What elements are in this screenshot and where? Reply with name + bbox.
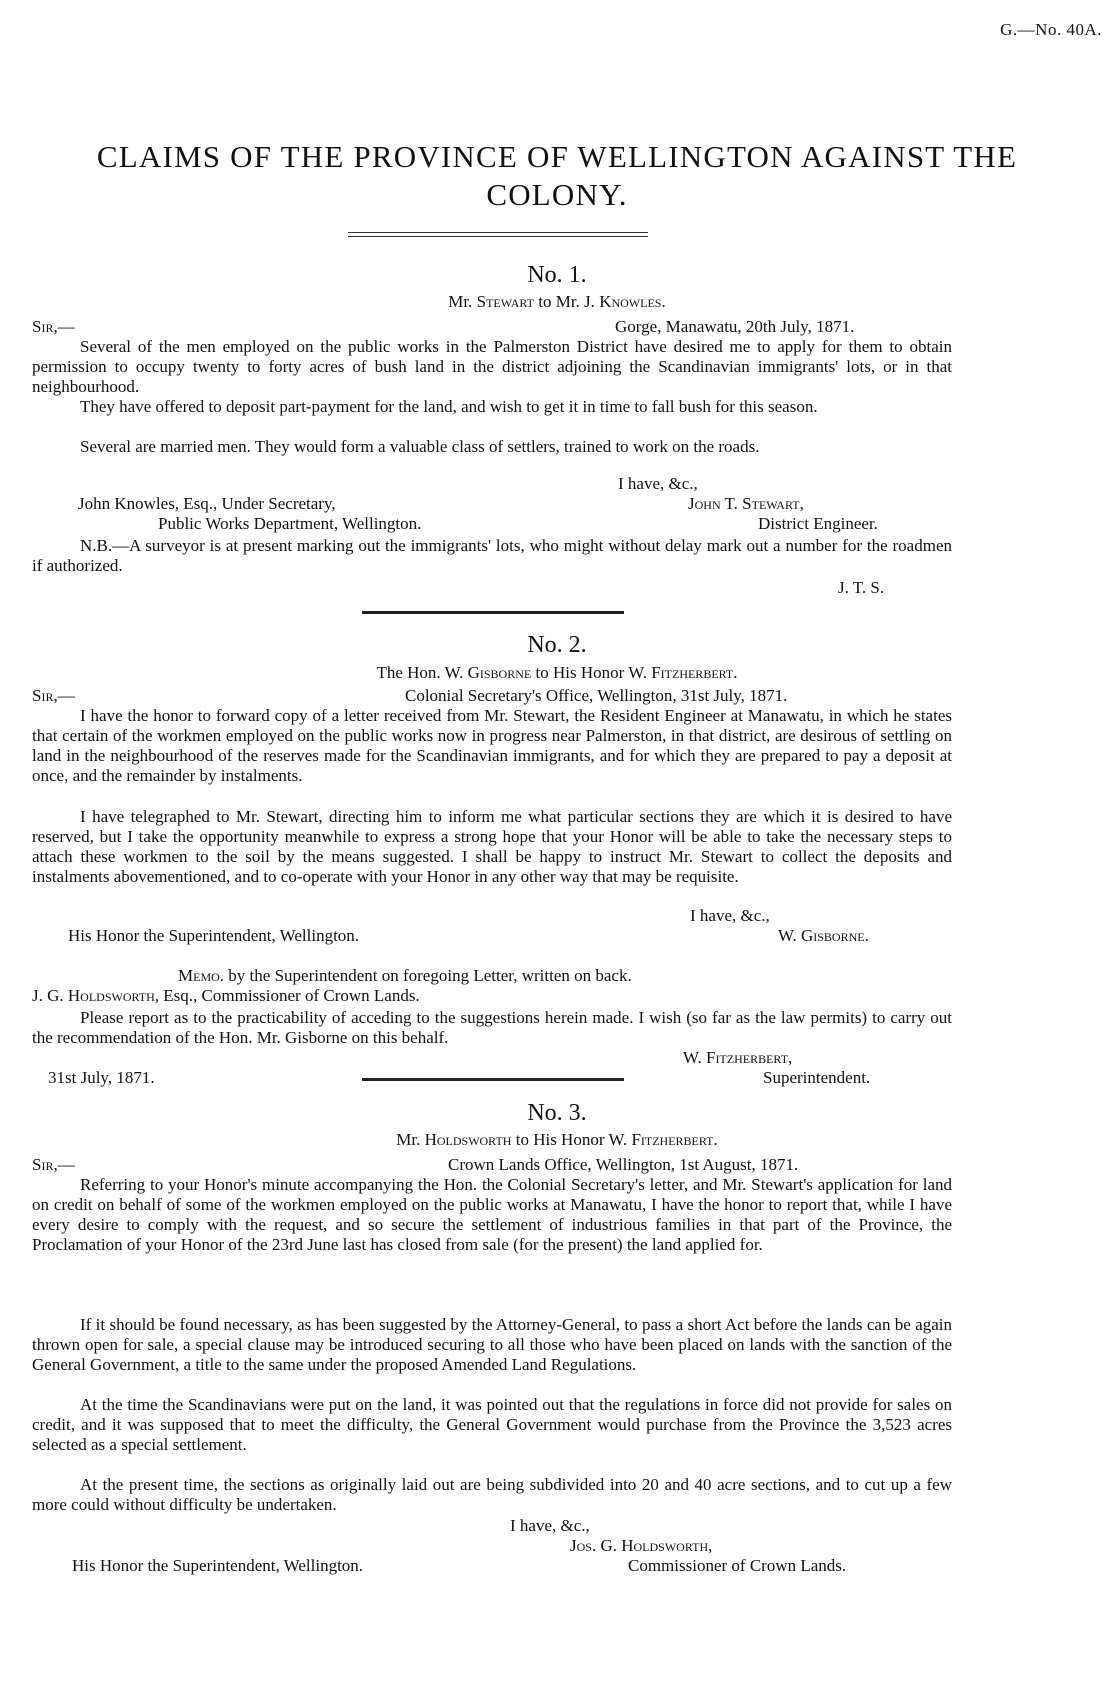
- letter-3-paragraph-4: At the present time, the sections as originally laid out are being subdivided into 20 and 40 acre sections, and to cut up a few more could without difficulty be undertaken.: [32, 1475, 952, 1514]
- letter-2-addressee: His Honor the Superintendent, Wellington.: [68, 926, 360, 945]
- letter-2-number: No. 2.: [527, 632, 587, 658]
- letter-2-place-date: Colonial Secretary's Office, Wellington, 31st July, 1871.: [405, 686, 788, 705]
- letter-1-signature-name: John T. Stewart,: [688, 494, 804, 513]
- letter-3-signature-name: Jos. G. Holdsworth,: [570, 1536, 713, 1555]
- letter-1-signature-title: District Engineer.: [758, 514, 878, 533]
- letter-1-initials: J. T. S.: [838, 578, 885, 597]
- letter-1-addressee-line-2: Public Works Department, Wellington.: [158, 514, 422, 533]
- letter-1-salutation: Sir,—: [32, 317, 75, 336]
- memo-date: 31st July, 1871.: [48, 1068, 155, 1087]
- memo-paragraph: Please report as to the practicability of acceding to the suggestions herein made. I wish (so far as the law permits) to carry out the recommendation of the Hon. Mr. Gisborne on this behalf.: [32, 1008, 952, 1047]
- letter-3-paragraph-2: If it should be found necessary, as has been suggested by the Attorney-General, to pass a short Act before the lands can be again thrown open for sale, a special clause may be introduced securing to all those who have been placed on lands with the sanction of the General Government, a title to the same under the proposed Amended Land Regulations.: [32, 1315, 952, 1374]
- letter-1-paragraph-2: They have offered to deposit part-payment for the land, and wish to get it in time to fall bush for this season.: [80, 397, 818, 416]
- letter-2-heading: The Hon. W. Gisborne to His Honor W. Fitzherbert.: [376, 663, 738, 682]
- letter-2-paragraph-1: I have the honor to forward copy of a letter received from Mr. Stewart, the Resident Engineer at Manawatu, in which he states that certain of the workmen employed on the public works now in progress near Palmerston, in that district, are desirous of settling on land in the neighbourhood of the reserves made for the Scandinavian immigrants, and for which they are prepared to pay a deposit at once, and the remainder by instalments.: [32, 706, 952, 785]
- memo-signature-name: W. Fitzherbert,: [683, 1048, 793, 1067]
- letter-3-closing: I have, &c.,: [510, 1516, 590, 1535]
- letter-3-addressee: His Honor the Superintendent, Wellington.: [72, 1556, 364, 1575]
- page-title-line-1: CLAIMS OF THE PROVINCE OF WELLINGTON AGAINST THE: [96, 139, 1018, 174]
- letter-1-paragraph-1: Several of the men employed on the public works in the Palmerston District have desired me to apply for them to obtain permission to occupy twenty to forty acres of bush land in the district adjoining the Scandinavian immigrants' lots, or in that neighbourhood.: [32, 337, 952, 396]
- letter-1-place-date: Gorge, Manawatu, 20th July, 1871.: [615, 317, 855, 336]
- letter-1-addressee-line-1: John Knowles, Esq., Under Secretary,: [78, 494, 336, 513]
- letter-2-closing: I have, &c.,: [690, 906, 770, 925]
- letter-1-heading: Mr. Stewart to Mr. J. Knowles.: [448, 292, 666, 311]
- document-reference: G.—No. 40A.: [1000, 20, 1102, 39]
- letter-3-signature-title: Commissioner of Crown Lands.: [628, 1556, 847, 1575]
- letter-3-paragraph-1: Referring to your Honor's minute accompanying the Hon. the Colonial Secretary's letter, and Mr. Stewart's application for land on credit on behalf of some of the workmen employed on the public works at Manawatu, I have the honor to report that, while I have every desire to comply with the request, and so secure the settlement of industrious families in that part of the Province, the Proclamation of your Honor of the 23rd June last has closed from sale (for the present) the land applied for.: [32, 1175, 952, 1254]
- section-divider-2: [362, 1078, 624, 1081]
- memo-recipient: J. G. Holdsworth, Esq., Commissioner of Crown Lands.: [32, 986, 420, 1005]
- section-divider-1: [362, 611, 624, 614]
- memo-heading: Memo. by the Superintendent on foregoing Letter, written on back.: [178, 966, 632, 985]
- page-title-line-2: COLONY.: [486, 177, 628, 212]
- letter-3-salutation: Sir,—: [32, 1155, 75, 1174]
- letter-3-place-date: Crown Lands Office, Wellington, 1st August, 1871.: [448, 1155, 799, 1174]
- letter-1-number: No. 1.: [527, 262, 587, 288]
- title-divider-bottom: [348, 236, 648, 237]
- letter-1-paragraph-3: Several are married men. They would form a valuable class of settlers, trained to work on the roads.: [80, 437, 760, 456]
- title-divider-top: [348, 232, 648, 233]
- letter-2-paragraph-2: I have telegraphed to Mr. Stewart, directing him to inform me what particular sections they are which it is desired to have reserved, but I take the opportunity meanwhile to express a strong hope that your Honor will be able to take the necessary steps to attach these workmen to the soil by the means suggested. I shall be happy to instruct Mr. Stewart to collect the deposits and instalments abovementioned, and to co-operate with your Honor in any other way that may be requisite.: [32, 807, 952, 886]
- letter-1-note: N.B.—A surveyor is at present marking out the immigrants' lots, who might without delay mark out a number for the roadmen if authorized.: [32, 536, 952, 575]
- letter-1-closing: I have, &c.,: [618, 474, 698, 493]
- memo-signature-title: Superintendent.: [763, 1068, 871, 1087]
- letter-3-number: No. 3.: [527, 1100, 587, 1126]
- letter-3-heading: Mr. Holdsworth to His Honor W. Fitzherbert.: [396, 1130, 718, 1149]
- letter-3-paragraph-3: At the time the Scandinavians were put on the land, it was pointed out that the regulations in force did not provide for sales on credit, and it was supposed that to meet the difficulty, the General Government would purchase from the Province the 3,523 acres selected as a special settlement.: [32, 1395, 952, 1454]
- letter-2-salutation: Sir,—: [32, 686, 75, 705]
- letter-2-signature-name: W. Gisborne.: [778, 926, 869, 945]
